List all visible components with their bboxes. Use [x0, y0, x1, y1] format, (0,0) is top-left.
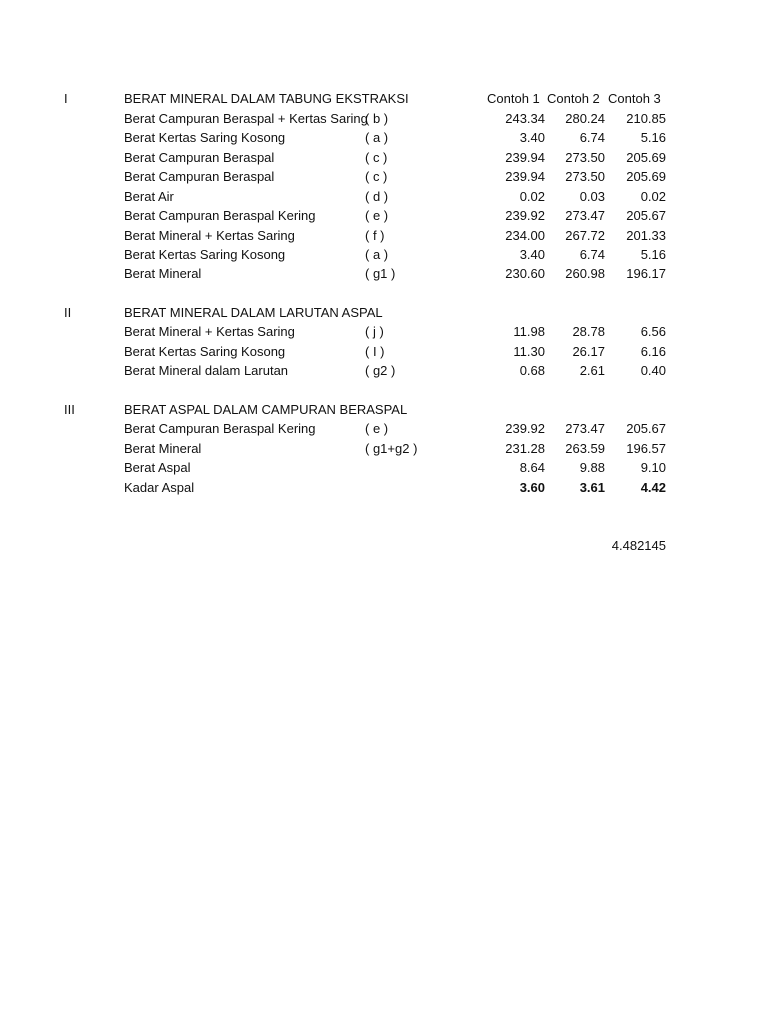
- table-row: [0, 419, 768, 439]
- row-code: ( I ): [365, 343, 385, 359]
- value-contoh-1: 230.60: [505, 266, 545, 281]
- row-label: Berat Mineral: [124, 440, 202, 456]
- row-code: ( a ): [365, 247, 389, 262]
- row-code: ( e ): [365, 421, 389, 436]
- table-row: [0, 109, 768, 129]
- extra-value: 4.482145: [611, 537, 666, 553]
- value-contoh-2: 26.17: [572, 343, 605, 359]
- section-number: II: [64, 304, 72, 320]
- row-code: ( g2 ): [365, 363, 396, 378]
- value-contoh-2: 6.74: [579, 247, 605, 262]
- table-row-total: [0, 478, 768, 498]
- section-header-row: [0, 400, 768, 420]
- value-contoh-1: 239.92: [505, 421, 545, 436]
- table-row: [0, 187, 768, 207]
- value-contoh-2: 280.24: [565, 110, 605, 126]
- row-code: ( c ): [365, 169, 388, 184]
- row-label: Berat Mineral dalam Larutan: [124, 363, 289, 378]
- section-header-row: [0, 303, 768, 323]
- value-contoh-2: 273.50: [565, 169, 605, 184]
- value-contoh-1: 239.94: [505, 149, 545, 165]
- row-label: Berat Campuran Beraspal Kering: [124, 208, 316, 223]
- value-contoh-2: 273.50: [565, 149, 605, 165]
- value-contoh-1: 231.28: [505, 440, 545, 456]
- value-contoh-2: 0.03: [579, 188, 605, 204]
- value-contoh-2: 2.61: [579, 363, 605, 378]
- row-label: Berat Kertas Saring Kosong: [124, 130, 286, 145]
- value-contoh-1: 3.60: [519, 479, 545, 495]
- value-contoh-1: 243.34: [505, 110, 545, 126]
- section-title: BERAT MINERAL DALAM LARUTAN ASPAL: [124, 304, 383, 320]
- value-contoh-3: 0.02: [640, 188, 666, 204]
- row-code: ( d ): [365, 188, 389, 204]
- value-contoh-1: 0.68: [519, 363, 545, 378]
- section-title: BERAT ASPAL DALAM CAMPURAN BERASPAL: [124, 401, 408, 417]
- value-contoh-2: 267.72: [565, 227, 605, 243]
- row-code: ( f ): [365, 227, 385, 243]
- table-row: [0, 439, 768, 459]
- column-header-contoh-2: Contoh 2: [547, 91, 600, 106]
- value-contoh-3: 210.85: [626, 110, 666, 126]
- row-code: ( g1 ): [365, 266, 396, 281]
- row-code: ( b ): [365, 110, 389, 126]
- row-label: Kadar Aspal: [124, 479, 195, 495]
- section-number: III: [64, 401, 75, 417]
- value-contoh-3: 0.40: [640, 363, 666, 378]
- section-header-row: [0, 89, 768, 109]
- value-contoh-1: 239.94: [505, 169, 545, 184]
- row-code: ( e ): [365, 208, 389, 223]
- row-code: ( a ): [365, 130, 389, 145]
- table-row: [0, 206, 768, 226]
- row-label: Berat Campuran Beraspal + Kertas Saring: [124, 110, 368, 126]
- table-row: [0, 167, 768, 187]
- row-label: Berat Air: [124, 188, 174, 204]
- row-code: ( c ): [365, 149, 388, 165]
- value-contoh-1: 3.40: [519, 130, 545, 145]
- table-row: [0, 128, 768, 148]
- value-contoh-3: 9.10: [640, 460, 666, 475]
- section-title: BERAT MINERAL DALAM TABUNG EKSTRAKSI: [124, 91, 409, 106]
- value-contoh-1: 0.02: [519, 188, 545, 204]
- table-row: [0, 148, 768, 168]
- table-row: [0, 245, 768, 265]
- row-label: Berat Mineral: [124, 266, 202, 281]
- table-row: [0, 458, 768, 478]
- value-contoh-3: 5.16: [640, 247, 666, 262]
- value-contoh-2: 3.61: [579, 479, 605, 495]
- value-contoh-2: 263.59: [565, 440, 605, 456]
- row-code: ( j ): [365, 324, 384, 339]
- extra-value-row: [0, 536, 768, 556]
- table-row: [0, 342, 768, 362]
- value-contoh-3: 4.42: [640, 479, 666, 495]
- value-contoh-2: 260.98: [565, 266, 605, 281]
- value-contoh-2: 273.47: [565, 421, 605, 436]
- value-contoh-1: 239.92: [505, 208, 545, 223]
- row-label: Berat Mineral + Kertas Saring: [124, 324, 295, 339]
- section-number: I: [64, 91, 68, 106]
- value-contoh-3: 205.67: [626, 421, 666, 436]
- value-contoh-3: 196.17: [626, 266, 666, 281]
- value-contoh-1: 234.00: [505, 227, 545, 243]
- value-contoh-2: 9.88: [579, 460, 605, 475]
- row-label: Berat Campuran Beraspal Kering: [124, 421, 316, 436]
- table-row: [0, 361, 768, 381]
- column-header-contoh-3: Contoh 3: [608, 91, 661, 106]
- row-label: Berat Mineral + Kertas Saring: [124, 227, 295, 243]
- value-contoh-3: 205.69: [626, 149, 666, 165]
- table-row: [0, 322, 768, 342]
- value-contoh-1: 3.40: [519, 247, 545, 262]
- row-label: Berat Kertas Saring Kosong: [124, 343, 286, 359]
- value-contoh-1: 11.30: [513, 343, 545, 359]
- value-contoh-3: 196.57: [626, 440, 666, 456]
- value-contoh-3: 6.56: [640, 324, 666, 339]
- value-contoh-1: 8.64: [519, 460, 545, 475]
- row-label: Berat Campuran Beraspal: [124, 169, 275, 184]
- table-row: [0, 226, 768, 246]
- value-contoh-2: 28.78: [572, 324, 605, 339]
- value-contoh-3: 6.16: [640, 343, 666, 359]
- value-contoh-3: 205.67: [626, 208, 666, 223]
- row-code: ( g1+g2 ): [365, 440, 418, 456]
- column-header-contoh-1: Contoh 1: [487, 91, 540, 106]
- value-contoh-3: 205.69: [626, 169, 666, 184]
- value-contoh-1: 11.98: [513, 324, 545, 339]
- row-label: Berat Kertas Saring Kosong: [124, 247, 286, 262]
- value-contoh-2: 6.74: [579, 130, 605, 145]
- value-contoh-3: 5.16: [640, 130, 666, 145]
- row-label: Berat Campuran Beraspal: [124, 149, 275, 165]
- value-contoh-2: 273.47: [565, 208, 605, 223]
- value-contoh-3: 201.33: [626, 227, 666, 243]
- table-row: [0, 264, 768, 284]
- row-label: Berat Aspal: [124, 460, 191, 475]
